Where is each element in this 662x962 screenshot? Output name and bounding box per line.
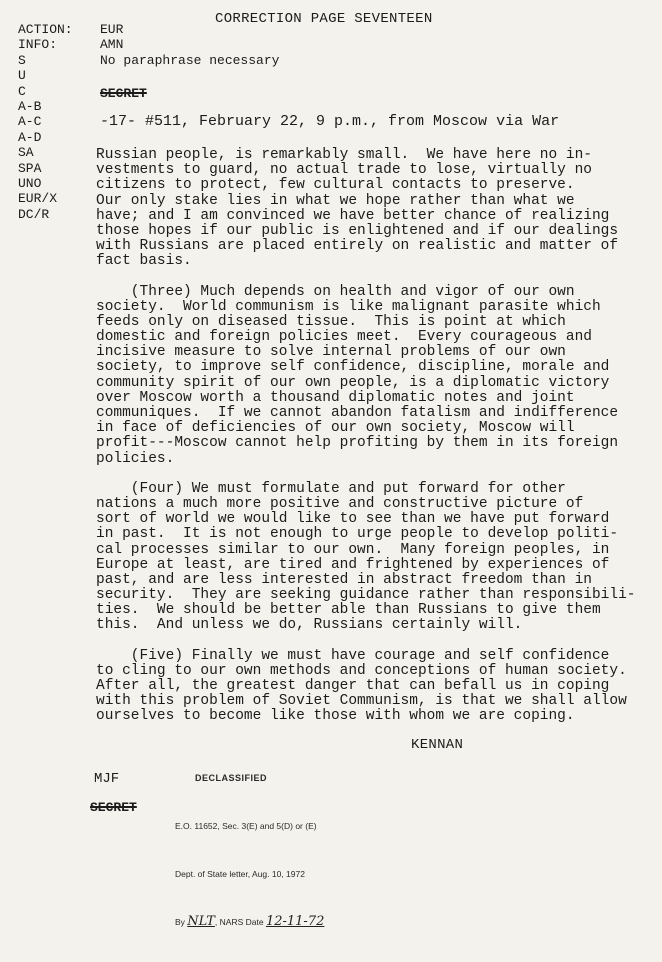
routing-label: SPA <box>18 160 42 176</box>
body-line: cal processes similar to our own. Many foreign peoples, in <box>96 541 610 558</box>
body-line: (Four) We must formulate and put forward for other <box>96 480 566 497</box>
body-line: policies. <box>96 450 175 467</box>
body-line: society, to improve self confidence, discipline, morale and <box>96 359 610 376</box>
body-line: citizens to protect, few cultural contacts to preserve. <box>96 177 575 194</box>
body-line: (Three) Much depends on health and vigor of our own <box>96 283 575 300</box>
classification-bottom-stamp: SECRET <box>90 800 137 815</box>
routing-label: A-C <box>18 114 42 130</box>
routing-row <box>18 37 279 52</box>
body-line: sort of world we would like to see than we have put forward <box>96 511 610 528</box>
routing-label: C <box>18 83 26 99</box>
body-line: those hopes if our public is enlightened and if our dealings <box>96 222 619 239</box>
body-line: past, and are less interested in abstract freedom than in <box>96 571 592 588</box>
routing-label: DC/R <box>18 206 50 222</box>
body-line: in face of deficiencies of our own society, Moscow will <box>96 420 575 437</box>
message-header: -17- #511, February 22, 9 p.m., from Moscow via War <box>100 113 560 130</box>
routing-row <box>18 22 279 37</box>
by-label: By <box>175 917 185 927</box>
routing-value: AMN <box>100 37 124 53</box>
declassified-by-line <box>175 914 324 930</box>
body-line: Our only stake lies in what we hope rather than what we <box>96 192 575 209</box>
routing-label: ACTION: <box>18 22 73 37</box>
declassified-authority: E.O. 11652, Sec. 3(E) and 5(D) or (E) <box>175 821 317 831</box>
declassified-heading: DECLASSIFIED <box>195 773 268 783</box>
body-line: feeds only on diseased tissue. This is point at which <box>96 313 566 330</box>
body-line: security. They are seeking guidance rather than responsibili- <box>96 587 636 604</box>
nars-date-label: , NARS Date <box>214 917 264 927</box>
body-line: nations a much more positive and constructive picture of <box>96 495 584 512</box>
routing-row <box>18 53 279 68</box>
body-line: ties. We should be better able than Russians to give them <box>96 602 601 619</box>
routing-label: A-D <box>18 129 42 145</box>
nars-handwritten-date: 12-11-72 <box>265 914 325 929</box>
routing-value: EUR <box>100 22 124 37</box>
body-line: vestments to guard, no actual trade to lose, virtually no <box>96 162 592 179</box>
body-line: ourselves to become like those with whom we are coping. <box>96 708 575 725</box>
declassified-letter: Dept. of State letter, Aug. 10, 1972 <box>175 869 305 879</box>
body-line: fact basis. <box>96 253 192 270</box>
routing-label: UNO <box>18 175 42 191</box>
routing-value: No paraphrase necessary <box>100 52 280 68</box>
by-handwritten-initials: NLT <box>187 914 215 929</box>
page-title: CORRECTION PAGE SEVENTEEN <box>215 11 433 27</box>
routing-label: A-B <box>18 98 42 114</box>
routing-label: SA <box>18 145 34 161</box>
body-line: (Five) Finally we must have courage and self confidence <box>96 647 610 664</box>
body-line: in past. It is not enough to urge people to develop politi- <box>96 526 619 543</box>
body-paragraph <box>96 285 636 467</box>
body-line: community spirit of our own people, is a diplomatic victory <box>96 374 610 391</box>
body-line: After all, the greatest danger that can befall us in coping <box>96 678 610 694</box>
routing-label: S <box>18 52 26 68</box>
routing-row <box>18 84 279 99</box>
body-line: communiques. If we cannot abandon fatalism and indifference <box>96 405 619 421</box>
body-line: incisive measure to solve internal problems of our own <box>96 344 566 361</box>
body-line: to cling to our own methods and conceptions of human society. <box>96 662 627 679</box>
routing-row <box>18 68 279 83</box>
body-line: with this problem of Soviet Communism, is that we shall allow <box>96 693 627 710</box>
body-line: have; and I am convinced we have better chance of realizing <box>96 207 610 224</box>
body-paragraph <box>96 148 636 270</box>
declassification-stamp <box>175 738 324 962</box>
body-line: domestic and foreign policies meet. Every courageous and <box>96 329 592 346</box>
body-line: with Russians are placed entirely on realistic and matter of <box>96 238 619 255</box>
message-body <box>96 148 636 725</box>
body-paragraph <box>96 482 636 634</box>
routing-label: U <box>18 68 26 84</box>
routing-label: EUR/X <box>18 191 58 207</box>
signature-kennan: KENNAN <box>411 737 464 753</box>
body-line: profit---Moscow cannot help profiting by them in its foreign <box>96 435 619 452</box>
routing-label: INFO: <box>18 37 58 53</box>
body-line: over Moscow worth a thousand diplomatic notes and joint <box>96 389 575 406</box>
body-line: Europe at least, are tired and frightened by experiences of <box>96 556 610 573</box>
drafter-initials: MJF <box>94 771 120 787</box>
body-line: society. World communism is like malignant parasite which <box>96 298 601 315</box>
body-paragraph <box>96 649 636 725</box>
routing-row <box>18 130 279 145</box>
classification-top-stamp: SECRET <box>100 86 147 101</box>
body-line: this. And unless we do, Russians certainly will. <box>96 617 523 634</box>
body-line: Russian people, is remarkably small. We have here no in- <box>96 147 592 163</box>
